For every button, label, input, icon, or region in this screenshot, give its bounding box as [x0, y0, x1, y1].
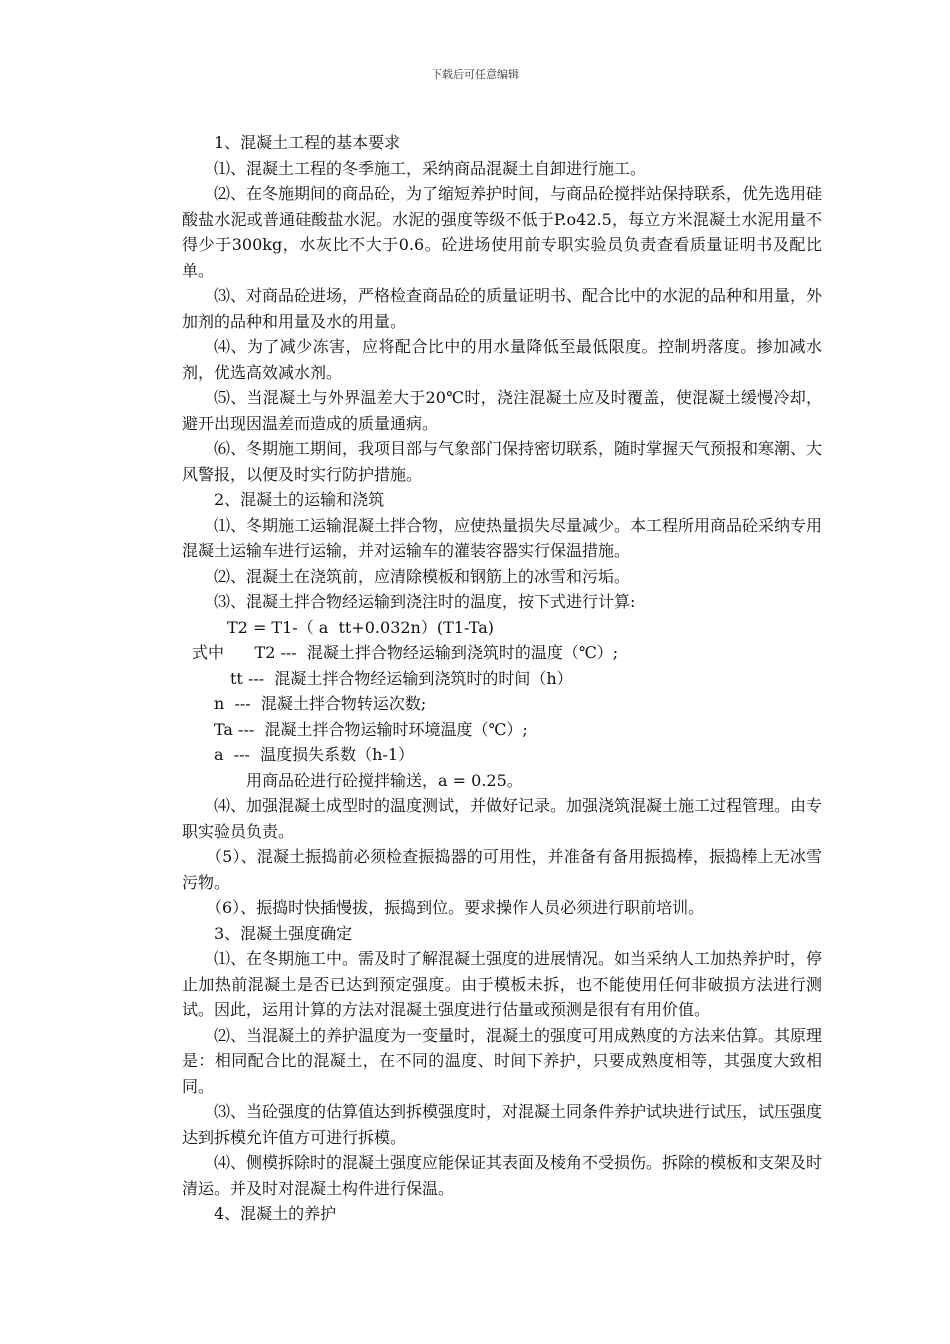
- paragraph: ⑵、当混凝土的养护温度为一变量时，混凝土的强度可用成熟度的方法来估算。其原理是：相同配合比的混凝土，在不同的温度、时间下养护，只要成熟度相等，其强度大致相同。: [182, 1025, 823, 1096]
- section-heading-3: 3、混凝土强度确定: [214, 923, 353, 943]
- paragraph: ⑸、当混凝土与外界温差大于20℃时，浇注混凝土应及时覆盖，使混凝土缓慢冷却，避开出现因温差而造成的质量通病。: [182, 388, 822, 433]
- section-heading-4: 4、混凝土的养护: [214, 1204, 337, 1223]
- section-heading-2: 2、混凝土的运输和浇筑: [214, 490, 385, 509]
- formula-variable-n: n --- 混凝土拌合物转运次数;: [214, 694, 427, 713]
- paragraph: ⑶、对商品砼进场，严格检查商品砼的质量证明书、配合比中的水泥的品种和用量，外加剂的品种和用量及水的用量。: [182, 286, 823, 331]
- paragraph: （6）、振捣时快插慢拔，振捣到位。要求操作人员必须进行职前培训。: [206, 898, 705, 917]
- paragraph: ⑷、侧模拆除时的混凝土强度应能保证其表面及棱角不受损伤。拆除的模板和支架及时清运。并及时对混凝土构件进行保温。: [182, 1153, 823, 1198]
- page-header-note: 下载后可任意编辑: [431, 68, 519, 81]
- paragraph: ⑶、当砼强度的估算值达到拆模强度时，对混凝土同条件养护试块进行试压，试压强度达到拆模允许值方可进行拆模。: [182, 1102, 823, 1147]
- document-body: [182, 130, 822, 1227]
- formula-variable-tt: tt --- 混凝土拌合物经运输到浇筑时的时间（h）: [230, 668, 573, 688]
- paragraph: ⑴、冬期施工运输混凝土拌合物，应使热量损失尽量减少。本工程所用商品砼采纳专用混凝土运输车进行运输，并对运输车的灌装容器实行保温措施。: [182, 515, 823, 560]
- paragraph: ⑹、冬期施工期间，我项目部与气象部门保持密切联系，随时掌握天气预报和寒潮、大风警报，以便及时实行防护措施。: [182, 439, 823, 484]
- paragraph: ⑷、加强混凝土成型时的温度测试，并做好记录。加强浇筑混凝土施工过程管理。由专职实验员负责。: [182, 796, 823, 841]
- formula-note: 用商品砼进行砼搅拌输送，a = 0.25。: [246, 770, 523, 790]
- paragraph: ⑶、混凝土拌合物经运输到浇注时的温度，按下式进行计算:: [214, 592, 636, 611]
- paragraph: （5）、混凝土振捣前必须检查振捣器的可用性，并准备有备用振捣棒，振捣棒上无冰雪污物。: [182, 847, 822, 892]
- paragraph: ⑷、为了减少冻害，应将配合比中的用水量降低至最低限度。控制坍落度。掺加减水剂，优选高效减水剂。: [182, 337, 822, 382]
- formula-variable-a: a --- 温度损失系数（h-1）: [214, 745, 414, 764]
- section-heading-1: 1、混凝土工程的基本要求: [214, 133, 401, 152]
- paragraph: ⑴、在冬期施工中。需及时了解混凝土强度的进展情况。如当采纳人工加热养护时，停止加热前混凝土是否已达到预定强度。由于模板未拆，也不能使用任何非破损方法进行测试。因此，运用计算的方法对混凝土强度进行估量或预测是很有有用价值。: [182, 949, 823, 1019]
- paragraph: ⑵、混凝土在浇筑前，应清除模板和钢筋上的冰雪和污垢。: [214, 566, 631, 586]
- paragraph: ⑵、在冬施期间的商品砼，为了缩短养护时间，与商品砼搅拌站保持联系，优先选用硅酸盐水泥或普通硅酸盐水泥。水泥的强度等级不低于P.o42.5，每立方米混凝土水泥用量不得少于300kg，水灰比不大于0.6。砼进场使用前专职实验员负责查看质量证明书及配比单。: [182, 184, 823, 280]
- paragraph: ⑴、混凝土工程的冬季施工，采纳商品混凝土自卸进行施工。: [214, 158, 647, 178]
- formula-variable-t2: 式中 T2 --- 混凝土拌合物经运输到浇筑时的温度（℃）;: [192, 643, 619, 662]
- formula-variable-ta: Ta --- 混凝土拌合物运输时环境温度（℃）;: [214, 719, 528, 739]
- formula-equation: T2 = T1-（ a tt+0.032n）(T1-Ta): [227, 617, 495, 637]
